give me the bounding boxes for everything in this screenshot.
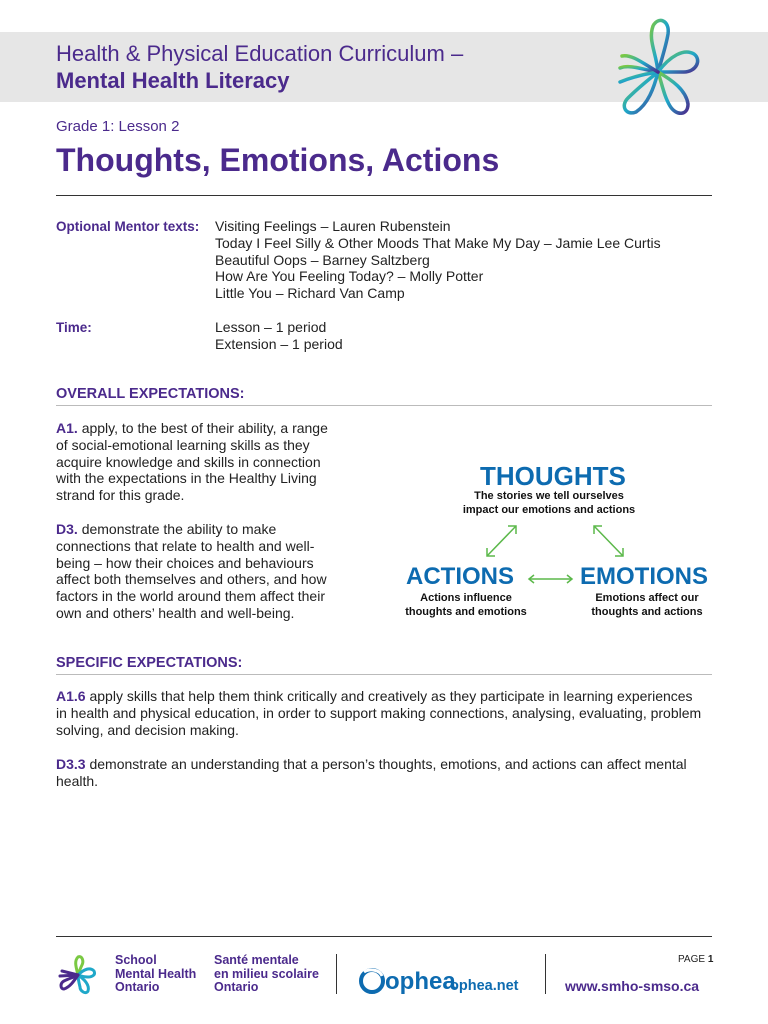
time-label: Time: [56, 320, 92, 335]
mentor-text-item: Today I Feel Silly & Other Moods That Make My Day – Jamie Lee Curtis [215, 234, 661, 251]
header-title: Health & Physical Education Curriculum – [56, 41, 464, 66]
expectation-text: demonstrate the ability to make connections that relate to health and well-being – how their choices and behaviours affect both themselves and others, and how factors in the world around them affect their own and others’ health and well-being. [56, 521, 327, 621]
expectation-code: D3.3 [56, 756, 86, 772]
mentor-texts-list [215, 218, 661, 302]
footer-text-line: Ontario [214, 980, 259, 994]
diagram-emotions-title: EMOTIONS [580, 563, 709, 590]
page-label-text: PAGE [678, 954, 706, 965]
mentor-text-item: How Are You Feeling Today? – Molly Potter [215, 268, 484, 285]
diagram-emotions-caption [576, 591, 718, 619]
arrow-actions-thoughts-icon [487, 526, 516, 556]
caption-line: impact our emotions and actions [462, 504, 636, 516]
mentor-text-item: Little You – Richard Van Camp [215, 285, 405, 302]
expectation-a16 [56, 688, 706, 738]
caption-line: Actions influence [420, 592, 512, 604]
caption-line: thoughts and emotions [405, 606, 527, 618]
overall-expectations-heading: OVERALL EXPECTATIONS: [56, 386, 245, 402]
footer-text-line: Mental Health [115, 966, 197, 981]
title-divider [56, 195, 712, 196]
page-title: Thoughts, Emotions, Actions [56, 142, 500, 178]
expectation-d33 [56, 756, 716, 790]
smho-website-link[interactable]: www.smho-smso.ca [565, 978, 700, 994]
thoughts-emotions-actions-diagram [396, 455, 726, 635]
time-list [215, 319, 343, 353]
specific-divider [56, 674, 712, 675]
ophea-swirl-icon [358, 966, 386, 996]
page-number-value: 1 [707, 954, 714, 965]
footer-separator [545, 954, 546, 994]
footer-separator [336, 954, 337, 994]
expectation-text: demonstrate an understanding that a person’s thoughts, emotions, and actions can affect mental health. [56, 756, 687, 789]
expectation-text: apply skills that help them think critically and creatively as they participate in learning experiences in health and physical education, in order to support making connections, analysing, evaluating, problem solving, and decision making. [56, 688, 702, 738]
expectation-a1 [56, 420, 336, 504]
expectation-code: D3. [56, 521, 78, 537]
diagram-actions-title: ACTIONS [406, 563, 514, 590]
mentor-texts-label: Optional Mentor texts: [56, 219, 200, 234]
header-subtitle: Mental Health Literacy [56, 68, 290, 93]
specific-expectations-heading: SPECIFIC EXPECTATIONS: [56, 655, 243, 671]
arrow-thoughts-emotions-icon [594, 526, 623, 556]
expectation-d3 [56, 521, 336, 622]
footer-text-line: School [115, 953, 157, 967]
caption-line: thoughts and actions [591, 606, 703, 618]
diagram-thoughts-title: THOUGHTS [480, 461, 626, 491]
page-number [678, 954, 713, 965]
footer-text-line: Ontario [115, 980, 160, 994]
overall-divider [56, 405, 712, 406]
caption-line: The stories we tell ourselves [474, 490, 624, 502]
time-item: Lesson – 1 period [215, 319, 327, 335]
footer-text-line: Santé mentale [214, 953, 299, 967]
expectation-text: apply, to the best of their ability, a range of social-emotional learning skills as they acquire knowledge and skills in connection with the expectations in the Healthy Living strand for this grade. [56, 420, 328, 504]
lesson-grade: Grade 1: Lesson 2 [56, 118, 180, 135]
expectation-code: A1. [56, 420, 78, 436]
diagram-actions-caption [396, 591, 536, 619]
mentor-text-item: Beautiful Oops – Barney Saltzberg [215, 251, 430, 268]
smho-flower-logo-icon [608, 12, 708, 130]
smho-name-en [115, 954, 196, 995]
ophea-logo-text: ophea [385, 968, 456, 995]
caption-line: Emotions affect our [595, 592, 699, 604]
footer-divider [56, 936, 712, 937]
smho-name-fr [214, 954, 319, 995]
expectation-code: A1.6 [56, 688, 86, 704]
footer-text-line: en milieu scolaire [214, 966, 319, 981]
mentor-text-item: Visiting Feelings – Lauren Rubenstein [215, 218, 451, 234]
ophea-website-link[interactable]: ophea.net [450, 978, 519, 994]
time-item: Extension – 1 period [215, 335, 343, 352]
smho-small-logo-icon [56, 953, 100, 997]
